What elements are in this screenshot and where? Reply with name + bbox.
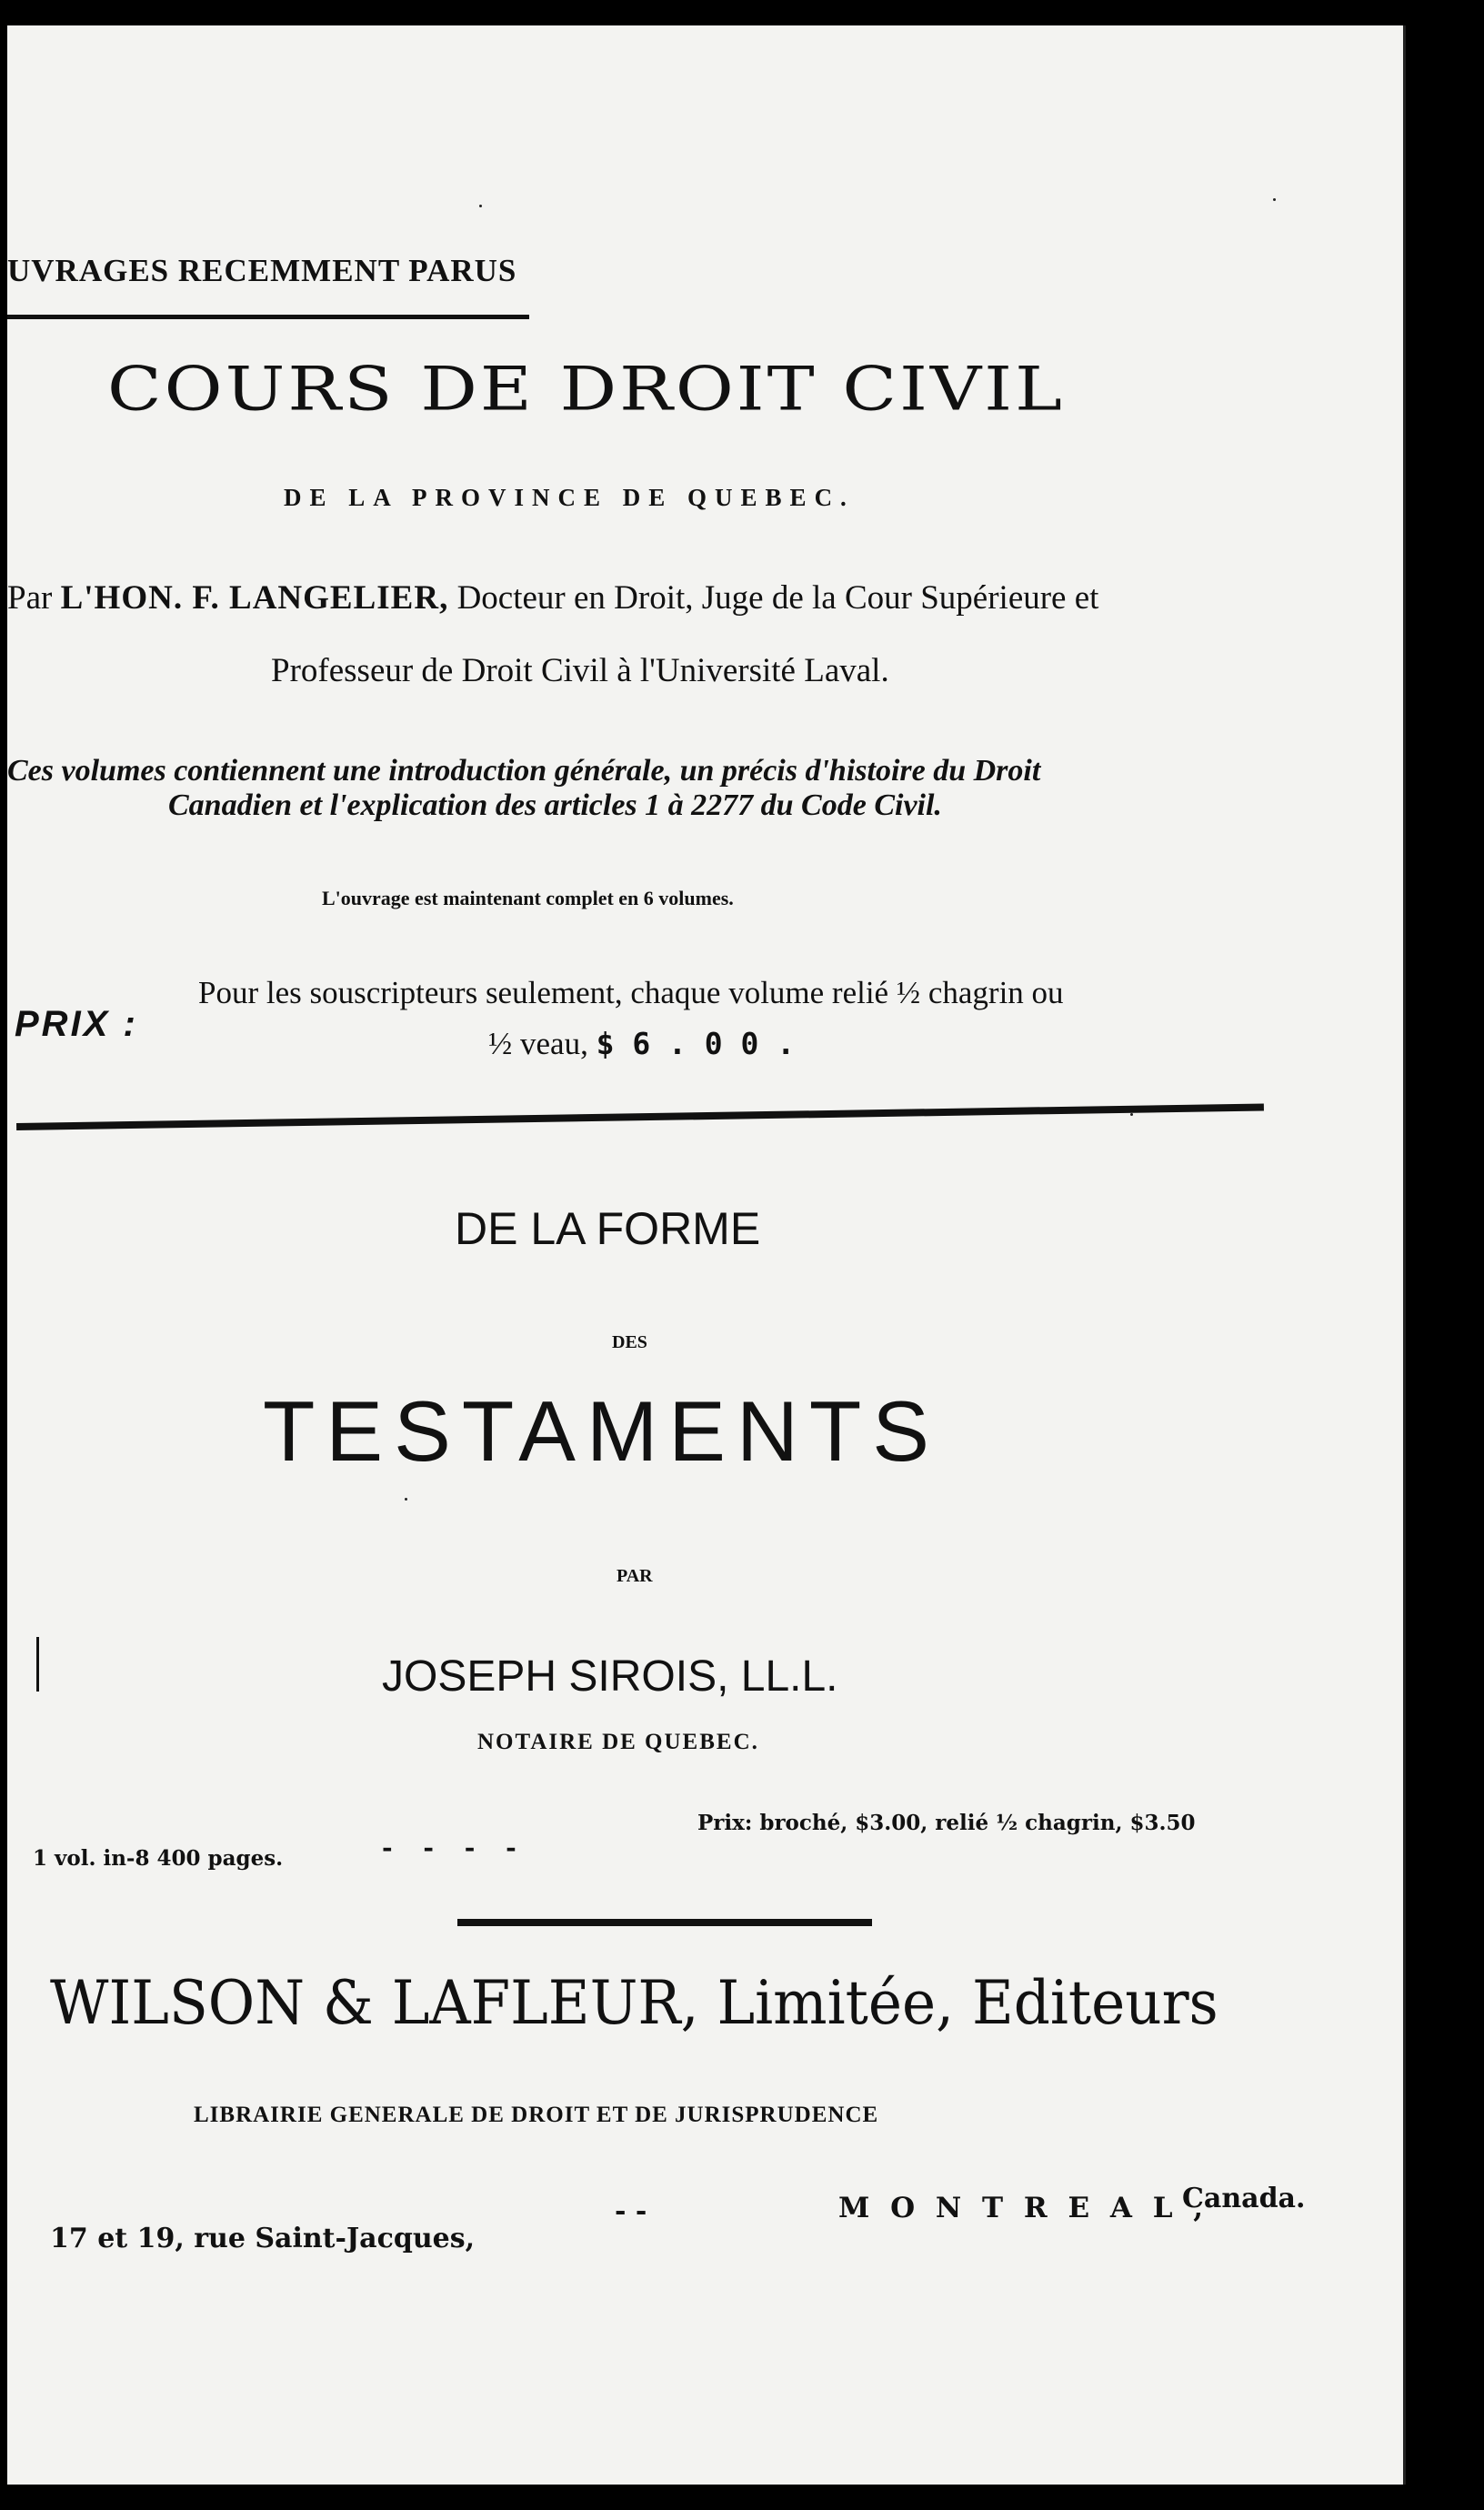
author-name: L'HON. F. LANGELIER, [60,579,449,617]
book2-dots: - - - - [382,1832,527,1862]
book2-title-main: TESTAMENTS [263,1383,940,1479]
book1-desc-line1: Ces volumes contiennent une introduction générale, un précis d'histoire du Droit [7,754,1041,788]
book2-title-line2: DES [612,1332,647,1352]
book2-volume-info: 1 vol. in-8 400 pages. [33,1846,284,1871]
book1-price-line1: Pour les souscripteurs seulement, chaque volume relié ½ chagrin ou [198,975,1064,1010]
author-prefix: Par [7,579,53,617]
section-divider-2 [457,1919,872,1926]
scan-speck [1273,198,1276,201]
book2-title-line1: DE LA FORME [455,1203,761,1254]
top-banner-rule [7,315,529,319]
book2-par: PAR [617,1566,653,1586]
book1-complete-note: L'ouvrage est maintenant complet en 6 volumes. [322,887,734,909]
price-binding: ½ veau, [488,1026,588,1061]
book1-desc-line2: Canadien et l'explication des articles 1 à 2277 du Code Civil. [168,788,942,822]
publisher-tagline: LIBRAIRIE GENERALE DE DROIT ET DE JURISPRUDENCE [194,2103,879,2127]
publisher-city: M O N T R E A L , [838,2192,1209,2224]
scan-speck [405,1498,407,1501]
publisher-country: Canada. [1182,2183,1306,2214]
left-margin-mark [36,1637,39,1692]
publisher-address: 17 et 19, rue Saint-Jacques, [50,2223,476,2254]
scan-speck [1130,1113,1133,1116]
price-amount: $ 6 . 0 0 . [596,1026,796,1061]
top-banner: UVRAGES RECEMMENT PARUS [7,253,517,288]
book1-author-line1 [7,578,1098,617]
book2-author-role: NOTAIRE DE QUEBEC. [477,1730,759,1754]
book1-title: COURS DE DROIT CIVIL [107,355,1065,425]
book1-price-label: PRIX : [15,1004,138,1044]
book1-author-line2: Professeur de Droit Civil à l'Université Laval. [271,652,889,689]
author-title: Docteur en Droit, Juge de la Cour Supérieure et [456,579,1099,617]
book1-price-line2 [488,1026,795,1062]
book2-price-info: Prix: broché, $3.00, relié ½ chagrin, $3.50 [697,1811,1196,1835]
book1-subtitle: DE LA PROVINCE DE QUEBEC. [284,484,855,511]
publisher-dots: - - [615,2195,647,2227]
publisher-name: WILSON & LAFLEUR, Limitée, Editeurs [50,1968,1218,2038]
book2-author: JOSEPH SIROIS, LL.L. [382,1652,838,1701]
scan-speck [479,205,482,207]
